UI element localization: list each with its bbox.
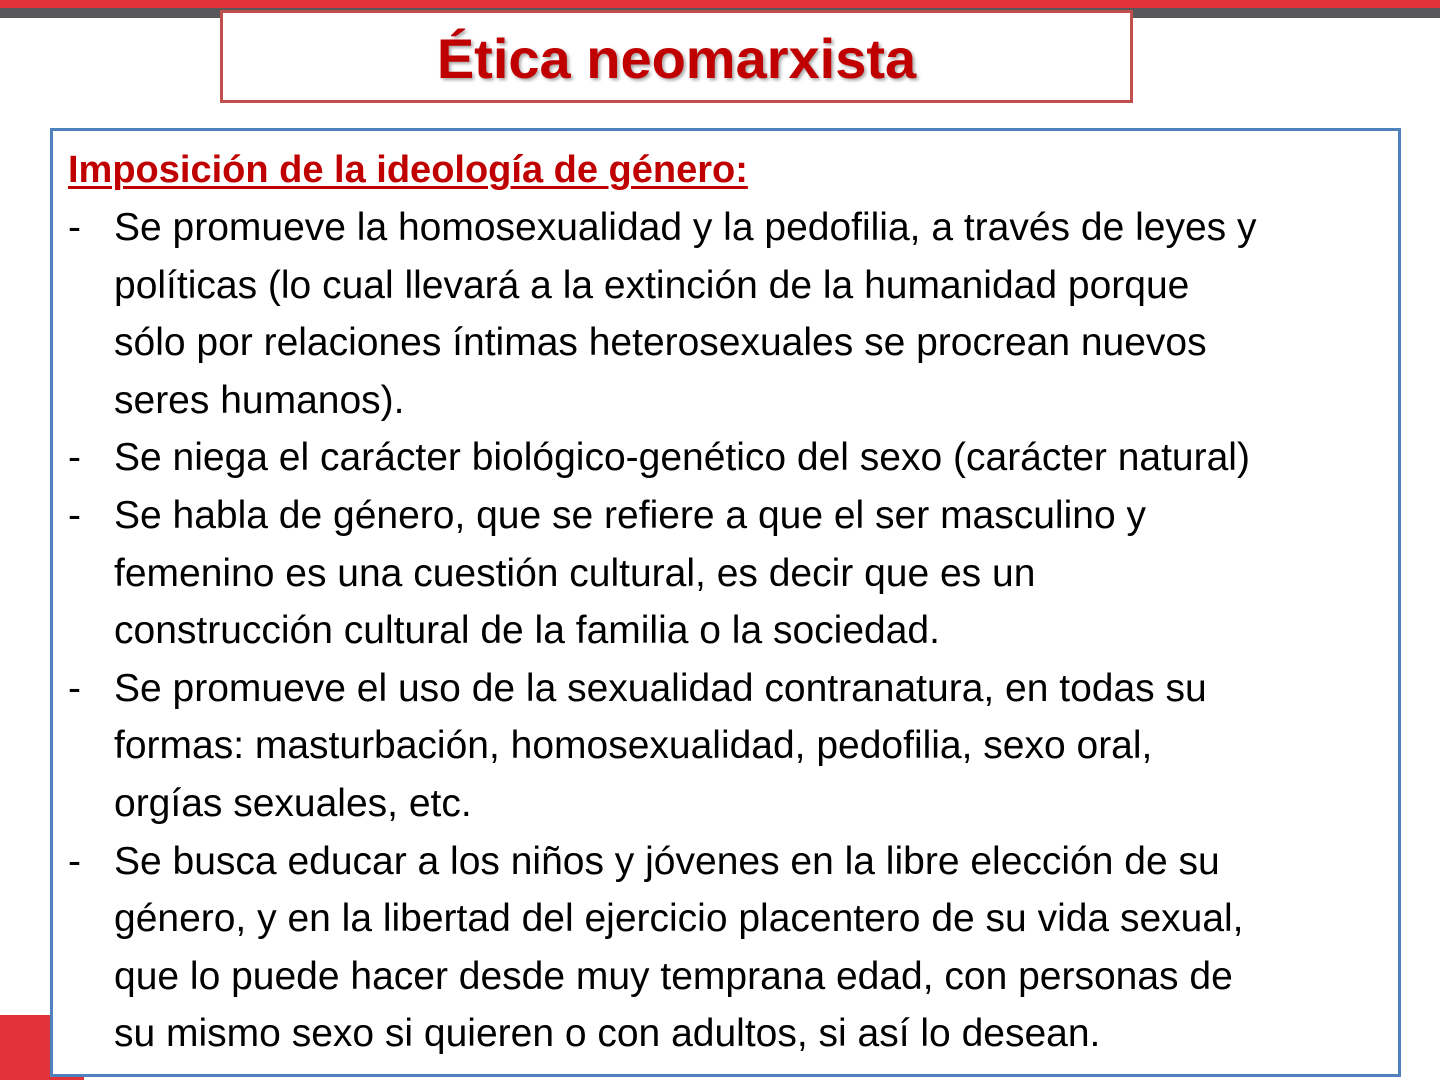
bullet-line: orgías sexuales, etc.	[114, 781, 472, 825]
bullet-item	[68, 660, 1388, 833]
content-inner	[68, 141, 1388, 1063]
bullet-item	[68, 487, 1388, 660]
bullet-line: construcción cultural de la familia o la sociedad.	[114, 609, 940, 653]
top-red-bar	[0, 0, 1440, 8]
section-heading: Imposición de la ideología de género:	[68, 149, 748, 191]
bullet-item	[68, 199, 1388, 429]
bullet-line: que lo puede hacer desde muy temprana edad, con personas de	[114, 954, 1233, 998]
bullet-line: sólo por relaciones íntimas heterosexuales se procrean nuevos	[114, 321, 1207, 365]
bullet-line: formas: masturbación, homosexualidad, pedofilia, sexo oral,	[114, 724, 1153, 768]
bullet-line: su mismo sexo si quieren o con adultos, si así lo desean.	[114, 1012, 1101, 1056]
bullet-line: políticas (lo cual llevará a la extinción de la humanidad porque	[114, 263, 1190, 307]
bullet-item	[68, 429, 1388, 487]
bullet-dash-icon: -	[68, 206, 81, 249]
bullet-item	[68, 833, 1388, 1063]
bullet-line: seres humanos).	[114, 378, 405, 422]
title-box	[220, 10, 1133, 103]
bullet-line: Se promueve el uso de la sexualidad contranatura, en todas su	[114, 666, 1207, 710]
bullet-line: Se promueve la homosexualidad y la pedofilia, a través de leyes y	[114, 206, 1257, 249]
bullet-dash-icon: -	[68, 493, 81, 537]
bullet-line: Se niega el carácter biológico-genético del sexo (carácter natural)	[114, 436, 1250, 480]
bullet-line: género, y en la libertad del ejercicio placentero de su vida sexual,	[114, 897, 1244, 941]
bullet-dash-icon: -	[68, 839, 81, 883]
bullet-list	[68, 199, 1388, 1063]
bullet-line: Se busca educar a los niños y jóvenes en la libre elección de su	[114, 839, 1220, 883]
bullet-line: femenino es una cuestión cultural, es decir que es un	[114, 551, 1036, 595]
bullet-dash-icon: -	[68, 666, 81, 710]
bullet-dash-icon: -	[68, 436, 81, 480]
slide-title: Ética neomarxista	[436, 27, 917, 90]
content-box	[50, 128, 1401, 1077]
bullet-line: Se habla de género, que se refiere a que el ser masculino y	[114, 493, 1146, 537]
